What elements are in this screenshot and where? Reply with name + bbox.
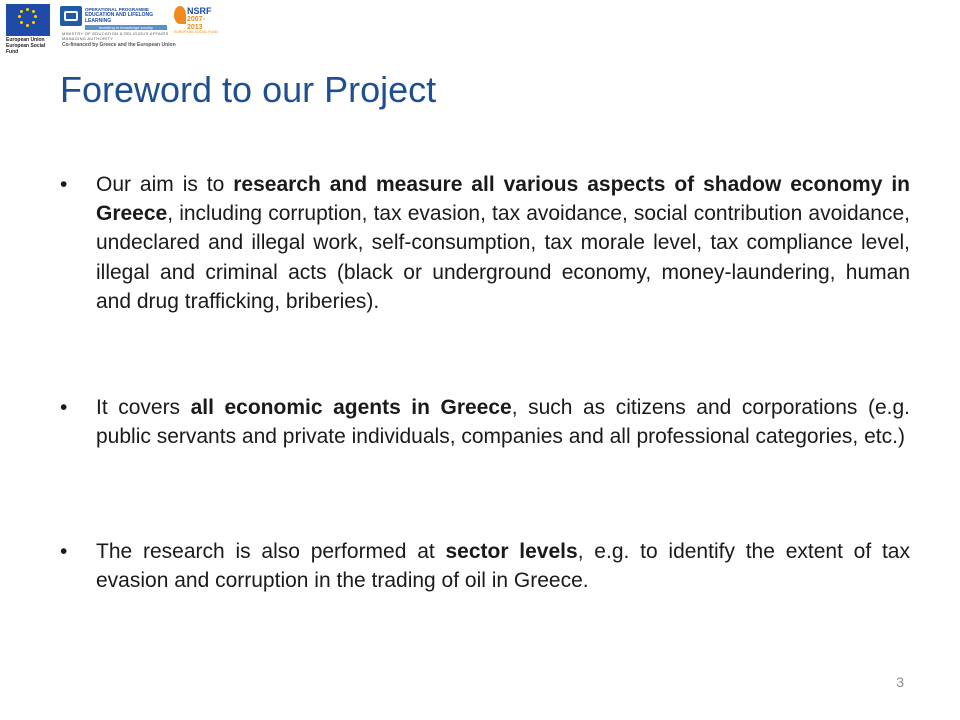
eu-logo-text: European Union European Social Fund: [6, 37, 46, 55]
bullet-emphasis: sector levels: [445, 540, 578, 563]
bullet-item-coverage: [60, 393, 910, 451]
bullet-text: The research is also performed at sector levels, e.g. to identify the extent of tax evasion and corruption in the trading of oil in Greece.: [96, 540, 910, 593]
bullet-icon: •: [60, 396, 68, 419]
programme-line2: EDUCATION AND LIFELONG LEARNING: [85, 12, 154, 24]
operational-programme-logo: [60, 6, 168, 32]
bullet-icon: •: [60, 173, 68, 196]
eu-flag-icon: [6, 4, 50, 36]
slide-title: Foreword to our Project: [60, 69, 437, 110]
nsrf-subtitle: EUROPEAN SOCIAL FUND: [174, 30, 219, 34]
bullet-text: It covers all economic agents in Greece, such as citizens and corporations (e.g. public servants and private individuals, companies and all professional categories, etc.): [96, 396, 910, 449]
bullet-emphasis: research and measure all various aspects of shadow economy in Greece: [96, 173, 910, 226]
cofinanced-text: Co-financed by Greece and the European Union: [62, 42, 176, 48]
page-number: 3: [896, 674, 904, 690]
programme-tagline: investing in knowledge society: [85, 25, 167, 30]
bullet-text: Our aim is to research and measure all various aspects of shadow economy in Greece, including corruption, tax evasion, tax avoidance, social contribution avoidance, undeclared and illegal work, self-consumption, tax morale level, tax compliance level, illegal and criminal acts (black or underground economy, money-laundering, human and drug trafficking, briberies).: [96, 173, 910, 313]
nsrf-logo: [174, 6, 220, 40]
bullet-icon: •: [60, 540, 68, 563]
bullet-emphasis: all economic agents in Greece: [190, 396, 512, 419]
logo-banner: [6, 4, 219, 55]
nsrf-title: NSRF: [187, 6, 212, 16]
ministry-text: MINISTRY OF EDUCATION & RELIGIOUS AFFAIRS MANAGING AUTHORITY: [62, 31, 169, 41]
bullet-item-sector-levels: [60, 537, 910, 595]
bullet-item-aim: [60, 170, 910, 316]
programme-line1: OPERATIONAL PROGRAMME: [85, 7, 149, 12]
nsrf-swirl-icon: [174, 6, 186, 24]
programme-mark-icon: [60, 6, 82, 26]
nsrf-years: 2007-2013: [187, 16, 205, 31]
